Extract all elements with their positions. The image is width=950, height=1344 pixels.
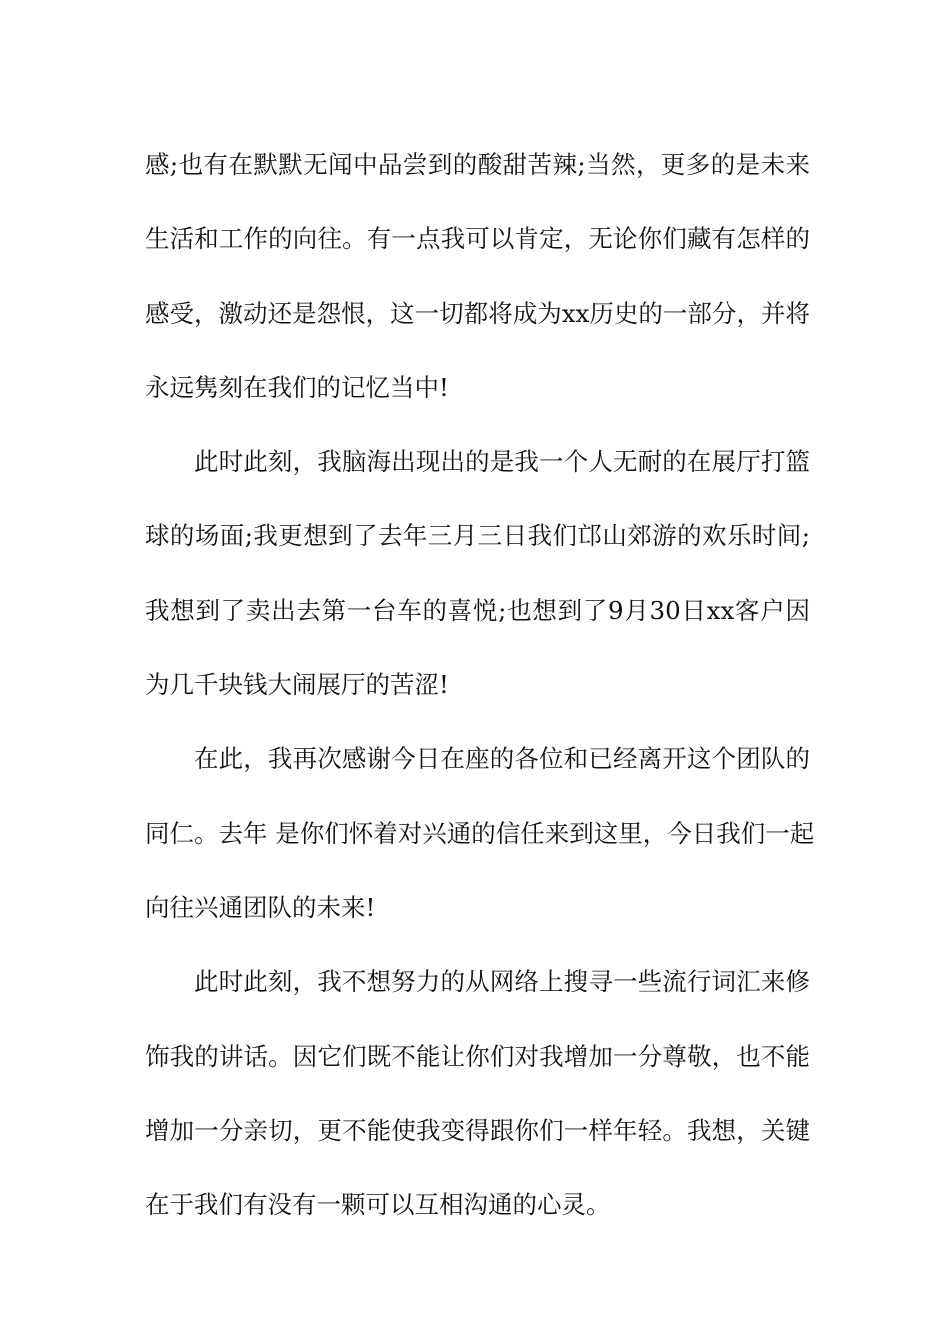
paragraph-first-line: 此时此刻，我不想努力的从网络上搜寻一些流行词汇来修: [194, 967, 810, 997]
paragraph-first-line: 在此，我再次感谢今日在座的各位和已经离开这个团队的: [194, 744, 810, 774]
text-line: 感;也有在默默无闻中品尝到的酸甜苦辣;当然，更多的是未来: [145, 150, 810, 179]
body-text: [145, 128, 815, 1242]
text-line: 球的场面;我更想到了去年三月三日我们邙山郊游的欢乐时间;: [145, 521, 810, 551]
text-line: 同仁。去年 是你们怀着对兴通的信任来到这里，今日我们一起: [145, 818, 815, 848]
text-line: 永远隽刻在我们的记忆当中!: [145, 372, 449, 402]
text-line: 增加一分亲切，更不能使我变得跟你们一样年轻。我想，关键: [145, 1115, 810, 1145]
paragraph-first-line: 此时此刻，我脑海出现出的是我一个人无耐的在展厅打篮: [194, 447, 810, 477]
text-line: 生活和工作的向往。有一点我可以肯定，无论你们藏有怎样的: [145, 224, 810, 254]
text-line: 我想到了卖出去第一台车的喜悦;也想到了9月30日xx客户因: [145, 595, 810, 625]
text-line: 饰我的讲话。因它们既不能让你们对我增加一分尊敬，也不能: [145, 1041, 810, 1071]
text-line: 向往兴通团队的未来!: [145, 892, 376, 922]
text-line: 感受，激动还是怨恨，这一切都将成为xx历史的一部分，并将: [145, 298, 810, 328]
text-line: 为几千块钱大闹展厅的苦涩!: [145, 670, 449, 700]
text-line: 在于我们有没有一颗可以互相沟通的心灵。: [145, 1190, 611, 1220]
